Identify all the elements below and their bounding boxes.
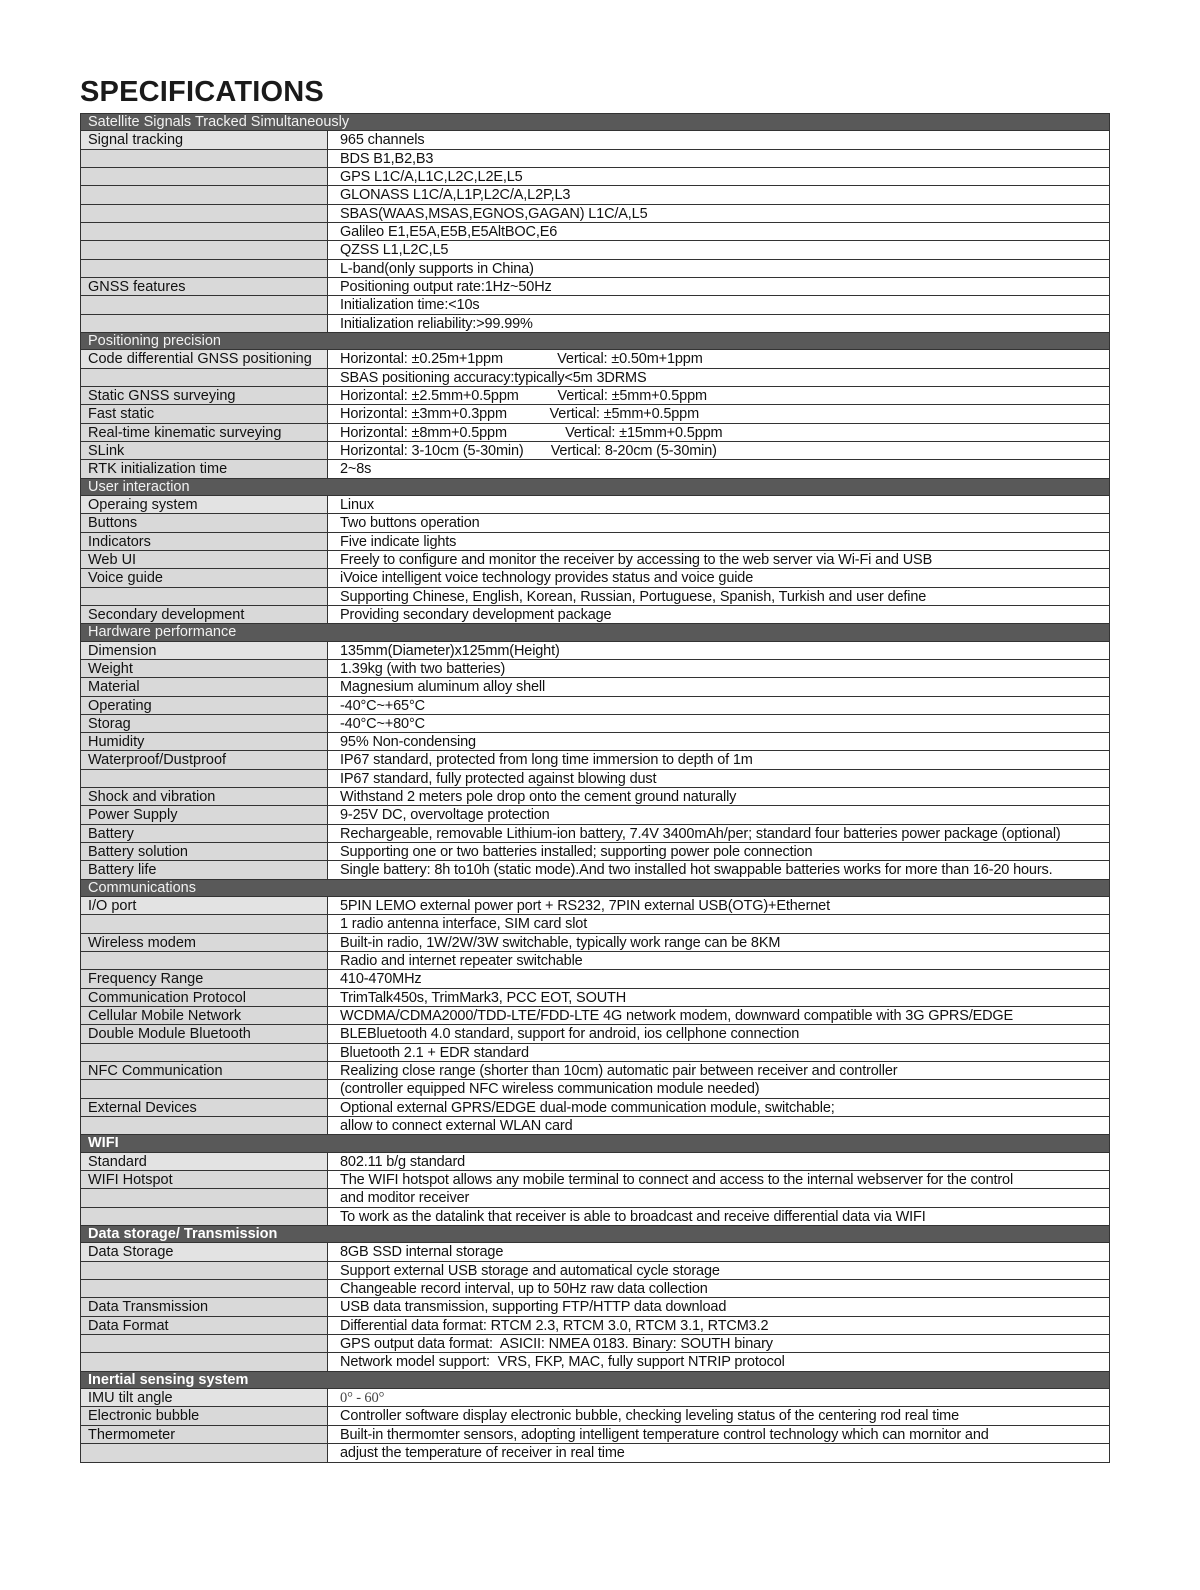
spec-label: Weight — [81, 660, 328, 677]
spec-value: Five indicate lights — [340, 533, 457, 550]
spec-value: Network model support: VRS, FKP, MAC, fully support NTRIP protocol — [340, 1354, 785, 1371]
spec-label — [81, 770, 328, 787]
spec-value: 2~8s — [340, 461, 372, 478]
spec-row — [81, 1243, 1109, 1261]
section-header: Hardware performance — [81, 624, 1109, 641]
spec-row — [81, 1171, 1109, 1189]
spec-label — [81, 1280, 328, 1297]
spec-row — [81, 770, 1109, 788]
spec-row — [81, 642, 1109, 660]
spec-value: Changeable record interval, up to 50Hz raw data collection — [340, 1281, 708, 1297]
spec-label — [81, 1189, 328, 1206]
spec-label: Waterproof/Dustproof — [81, 751, 328, 768]
spec-row — [81, 897, 1109, 915]
spec-label: Real-time kinematic surveying — [81, 424, 328, 441]
spec-label: RTK initialization time — [81, 460, 328, 477]
spec-value: Horizontal: 3-10cm (5-30min) Vertical: 8-20cm (5-30min) — [340, 442, 717, 459]
spec-label: NFC Communication — [81, 1062, 328, 1079]
spec-row — [81, 1044, 1109, 1062]
page-title: SPECIFICATIONS — [80, 76, 324, 108]
spec-label: Communication Protocol — [81, 989, 328, 1006]
spec-label: Battery life — [81, 861, 328, 878]
spec-value: L-band(only supports in China) — [340, 260, 534, 277]
spec-label — [81, 296, 328, 313]
spec-label: Dimension — [81, 642, 328, 659]
spec-row — [81, 1426, 1109, 1444]
spec-label: Material — [81, 678, 328, 695]
spec-value: Bluetooth 2.1 + EDR standard — [340, 1044, 529, 1061]
spec-value: Initialization reliability:>99.99% — [340, 315, 533, 332]
specifications-table — [80, 113, 1110, 1463]
spec-label — [81, 205, 328, 222]
spec-value: Galileo E1,E5A,E5B,E5AltBOC,E6 — [340, 223, 558, 240]
spec-value: 95% Non-condensing — [340, 734, 476, 751]
spec-label: Operating — [81, 697, 328, 714]
spec-row — [81, 588, 1109, 606]
spec-row — [81, 1062, 1109, 1080]
spec-value: Built-in radio, 1W/2W/3W switchable, typically work range can be 8KM — [340, 934, 781, 951]
spec-value: GLONASS L1C/A,L1P,L2C/A,L2P,L3 — [340, 187, 571, 204]
spec-row — [81, 424, 1109, 442]
spec-row — [81, 551, 1109, 569]
spec-row — [81, 460, 1109, 478]
spec-row — [81, 1080, 1109, 1098]
spec-label: Double Module Bluetooth — [81, 1025, 328, 1042]
spec-label: Static GNSS surveying — [81, 387, 328, 404]
spec-value: Two buttons operation — [340, 515, 480, 532]
spec-row — [81, 186, 1109, 204]
spec-value: 5PIN LEMO external power port + RS232, 7PIN external USB(OTG)+Ethernet — [340, 898, 830, 915]
spec-label: Shock and vibration — [81, 788, 328, 805]
section-header: User interaction — [81, 479, 1109, 496]
spec-label — [81, 1335, 328, 1352]
spec-value: BDS B1,B2,B3 — [340, 150, 434, 167]
spec-value: IP67 standard, protected from long time immersion to depth of 1m — [340, 752, 753, 769]
spec-row — [81, 296, 1109, 314]
spec-label — [81, 1117, 328, 1134]
spec-label: Data Storage — [81, 1243, 328, 1260]
spec-row — [81, 278, 1109, 296]
spec-value: 9-25V DC, overvoltage protection — [340, 807, 550, 824]
spec-value: USB data transmission, supporting FTP/HTTP data download — [340, 1299, 727, 1316]
spec-value: Supporting one or two batteries installed; supporting power pole connection — [340, 844, 813, 861]
spec-label — [81, 1444, 328, 1462]
spec-label: Power Supply — [81, 806, 328, 823]
spec-label — [81, 260, 328, 277]
spec-value: 410-470MHz — [340, 971, 422, 988]
spec-row — [81, 1280, 1109, 1298]
spec-label — [81, 952, 328, 969]
spec-value: Linux — [340, 496, 374, 513]
spec-row — [81, 697, 1109, 715]
spec-label: Indicators — [81, 533, 328, 550]
spec-value: The WIFI hotspot allows any mobile terminal to connect and access to the internal webserver for the control — [340, 1172, 1014, 1189]
spec-value: Realizing close range (shorter than 10cm) automatic pair between receiver and controller — [340, 1063, 898, 1080]
spec-value: SBAS positioning accuracy:typically<5m 3DRMS — [340, 369, 647, 386]
spec-row — [81, 606, 1109, 624]
spec-row — [81, 1317, 1109, 1335]
spec-label: WIFI Hotspot — [81, 1171, 328, 1188]
spec-row — [81, 223, 1109, 241]
spec-row — [81, 260, 1109, 278]
spec-label — [81, 1353, 328, 1370]
spec-label: External Devices — [81, 1099, 328, 1116]
spec-row — [81, 350, 1109, 368]
spec-row — [81, 861, 1109, 879]
spec-value: GPS output data format: ASICII: NMEA 0183. Binary: SOUTH binary — [340, 1335, 773, 1352]
spec-row — [81, 514, 1109, 532]
spec-row — [81, 1025, 1109, 1043]
spec-row — [81, 989, 1109, 1007]
spec-row — [81, 934, 1109, 952]
spec-value: Rechargeable, removable Lithium-ion battery, 7.4V 3400mAh/per; standard four batteries power package (optional) — [340, 825, 1061, 842]
spec-row — [81, 533, 1109, 551]
spec-row — [81, 1389, 1109, 1407]
spec-value: Positioning output rate:1Hz~50Hz — [340, 278, 552, 295]
spec-row — [81, 1298, 1109, 1316]
spec-value: Optional external GPRS/EDGE dual-mode communication module, switchable; — [340, 1099, 835, 1116]
spec-value: Built-in thermomter sensors, adopting intelligent temperature control technology which can mornitor and — [340, 1426, 989, 1443]
spec-row — [81, 131, 1109, 149]
spec-value: SBAS(WAAS,MSAS,EGNOS,GAGAN) L1C/A,L5 — [340, 205, 648, 222]
spec-row — [81, 825, 1109, 843]
spec-label: Humidity — [81, 733, 328, 750]
spec-row — [81, 569, 1109, 587]
spec-value: Single battery: 8h to10h (static mode).And two installed hot swappable batteries works for more than 16-20 hours. — [340, 862, 1053, 879]
spec-label — [81, 588, 328, 605]
spec-row — [81, 915, 1109, 933]
spec-label: Voice guide — [81, 569, 328, 586]
spec-label — [81, 223, 328, 240]
spec-label — [81, 915, 328, 932]
spec-value: (controller equipped NFC wireless communication module needed) — [340, 1081, 760, 1098]
spec-row — [81, 405, 1109, 423]
spec-value: Withstand 2 meters pole drop onto the cement ground naturally — [340, 789, 737, 806]
spec-row — [81, 1189, 1109, 1207]
spec-label: Signal tracking — [81, 131, 328, 148]
spec-value: Horizontal: ±0.25m+1ppm Vertical: ±0.50m+1ppm — [340, 351, 703, 368]
spec-value: WCDMA/CDMA2000/TDD-LTE/FDD-LTE 4G network modem, downward compatible with 3G GPRS/EDGE — [340, 1008, 1014, 1025]
spec-row — [81, 241, 1109, 259]
section-header: Inertial sensing system — [81, 1372, 1109, 1389]
spec-label — [81, 168, 328, 185]
section-header: Communications — [81, 880, 1109, 897]
spec-row — [81, 315, 1109, 333]
spec-label: Battery — [81, 825, 328, 842]
spec-row — [81, 387, 1109, 405]
spec-row — [81, 660, 1109, 678]
spec-value: Support external USB storage and automatical cycle storage — [340, 1262, 720, 1279]
spec-row — [81, 1117, 1109, 1135]
spec-row — [81, 205, 1109, 223]
spec-value: Horizontal: ±8mm+0.5ppm Vertical: ±15mm+0.5ppm — [340, 424, 723, 441]
spec-value: To work as the datalink that receiver is able to broadcast and receive differential data via WIFI — [340, 1208, 926, 1225]
spec-row — [81, 678, 1109, 696]
spec-row — [81, 1444, 1109, 1462]
spec-value: Initialization time:<10s — [340, 297, 480, 314]
spec-value: 965 channels — [340, 132, 425, 149]
spec-value: Horizontal: ±3mm+0.3ppm Vertical: ±5mm+0.5ppm — [340, 406, 700, 423]
spec-label: Wireless modem — [81, 934, 328, 951]
spec-row — [81, 788, 1109, 806]
spec-label: Electronic bubble — [81, 1407, 328, 1424]
spec-row — [81, 168, 1109, 186]
spec-label: IMU tilt angle — [81, 1389, 328, 1406]
spec-row — [81, 442, 1109, 460]
section-header: Data storage/ Transmission — [81, 1226, 1109, 1243]
spec-label: Battery solution — [81, 843, 328, 860]
spec-row — [81, 369, 1109, 387]
spec-label — [81, 369, 328, 386]
spec-row — [81, 806, 1109, 824]
spec-label: Storag — [81, 715, 328, 732]
spec-value: Radio and internet repeater switchable — [340, 953, 583, 970]
spec-row — [81, 1208, 1109, 1226]
spec-row — [81, 843, 1109, 861]
section-header: WIFI — [81, 1135, 1109, 1152]
spec-label: Operaing system — [81, 496, 328, 513]
spec-value: Horizontal: ±2.5mm+0.5ppm Vertical: ±5mm+0.5ppm — [340, 387, 707, 404]
spec-value: 1.39kg (with two batteries) — [340, 660, 506, 677]
spec-value: iVoice intelligent voice technology provides status and voice guide — [340, 570, 754, 587]
spec-row — [81, 733, 1109, 751]
spec-value: Supporting Chinese, English, Korean, Russian, Portuguese, Spanish, Turkish and user define — [340, 588, 927, 605]
spec-value: IP67 standard, fully protected against blowing dust — [340, 770, 657, 787]
spec-row — [81, 1153, 1109, 1171]
spec-row — [81, 715, 1109, 733]
spec-label — [81, 150, 328, 167]
spec-label: I/O port — [81, 897, 328, 914]
spec-value: Providing secondary development package — [340, 606, 612, 623]
spec-value: -40°C~+65°C — [340, 697, 425, 714]
spec-row — [81, 1007, 1109, 1025]
spec-label: Secondary development — [81, 606, 328, 623]
spec-row — [81, 1099, 1109, 1117]
spec-value: Differential data format: RTCM 2.3, RTCM 3.0, RTCM 3.1, RTCM3.2 — [340, 1317, 769, 1334]
spec-row — [81, 1335, 1109, 1353]
spec-row — [81, 1407, 1109, 1425]
spec-label — [81, 1044, 328, 1061]
spec-label: Fast static — [81, 405, 328, 422]
spec-value: 1 radio antenna interface, SIM card slot — [340, 916, 588, 933]
spec-value: Freely to configure and monitor the receiver by accessing to the web server via Wi-Fi and USB — [340, 551, 933, 568]
spec-label: Thermometer — [81, 1426, 328, 1443]
spec-label: SLink — [81, 442, 328, 459]
section-header: Positioning precision — [81, 333, 1109, 350]
spec-label: Cellular Mobile Network — [81, 1007, 328, 1024]
spec-value: 135mm(Diameter)x125mm(Height) — [340, 642, 560, 659]
spec-label — [81, 186, 328, 203]
spec-row — [81, 1353, 1109, 1371]
spec-label — [81, 1208, 328, 1225]
spec-value: TrimTalk450s, TrimMark3, PCC EOT, SOUTH — [340, 989, 627, 1006]
spec-row — [81, 150, 1109, 168]
spec-label — [81, 315, 328, 332]
spec-label: Standard — [81, 1153, 328, 1170]
spec-label — [81, 241, 328, 258]
spec-value: BLEBluetooth 4.0 standard, support for android, ios cellphone connection — [340, 1026, 800, 1043]
spec-value: QZSS L1,L2C,L5 — [340, 242, 449, 259]
spec-row — [81, 1262, 1109, 1280]
spec-value: 802.11 b/g standard — [340, 1153, 466, 1170]
spec-row — [81, 751, 1109, 769]
spec-value: GPS L1C/A,L1C,L2C,L2E,L5 — [340, 168, 523, 185]
spec-label — [81, 1262, 328, 1279]
spec-label: Code differential GNSS positioning — [81, 350, 328, 367]
spec-label — [81, 1080, 328, 1097]
spec-row — [81, 970, 1109, 988]
spec-value: Magnesium aluminum alloy shell — [340, 679, 546, 696]
spec-label: Buttons — [81, 514, 328, 531]
spec-value: 0° - 60° — [340, 1389, 385, 1406]
section-header: Satellite Signals Tracked Simultaneously — [81, 114, 1109, 131]
spec-value: and moditor receiver — [340, 1190, 470, 1207]
spec-label: Web UI — [81, 551, 328, 568]
spec-value: Controller software display electronic bubble, checking leveling status of the centering rod real time — [340, 1408, 960, 1425]
spec-row — [81, 496, 1109, 514]
spec-row — [81, 952, 1109, 970]
spec-value: 8GB SSD internal storage — [340, 1244, 504, 1261]
spec-label: Data Format — [81, 1317, 328, 1334]
spec-label: GNSS features — [81, 278, 328, 295]
spec-value: allow to connect external WLAN card — [340, 1118, 573, 1135]
spec-label: Frequency Range — [81, 970, 328, 987]
spec-value: -40°C~+80°C — [340, 715, 425, 732]
spec-value: adjust the temperature of receiver in real time — [340, 1444, 625, 1461]
spec-label: Data Transmission — [81, 1298, 328, 1315]
